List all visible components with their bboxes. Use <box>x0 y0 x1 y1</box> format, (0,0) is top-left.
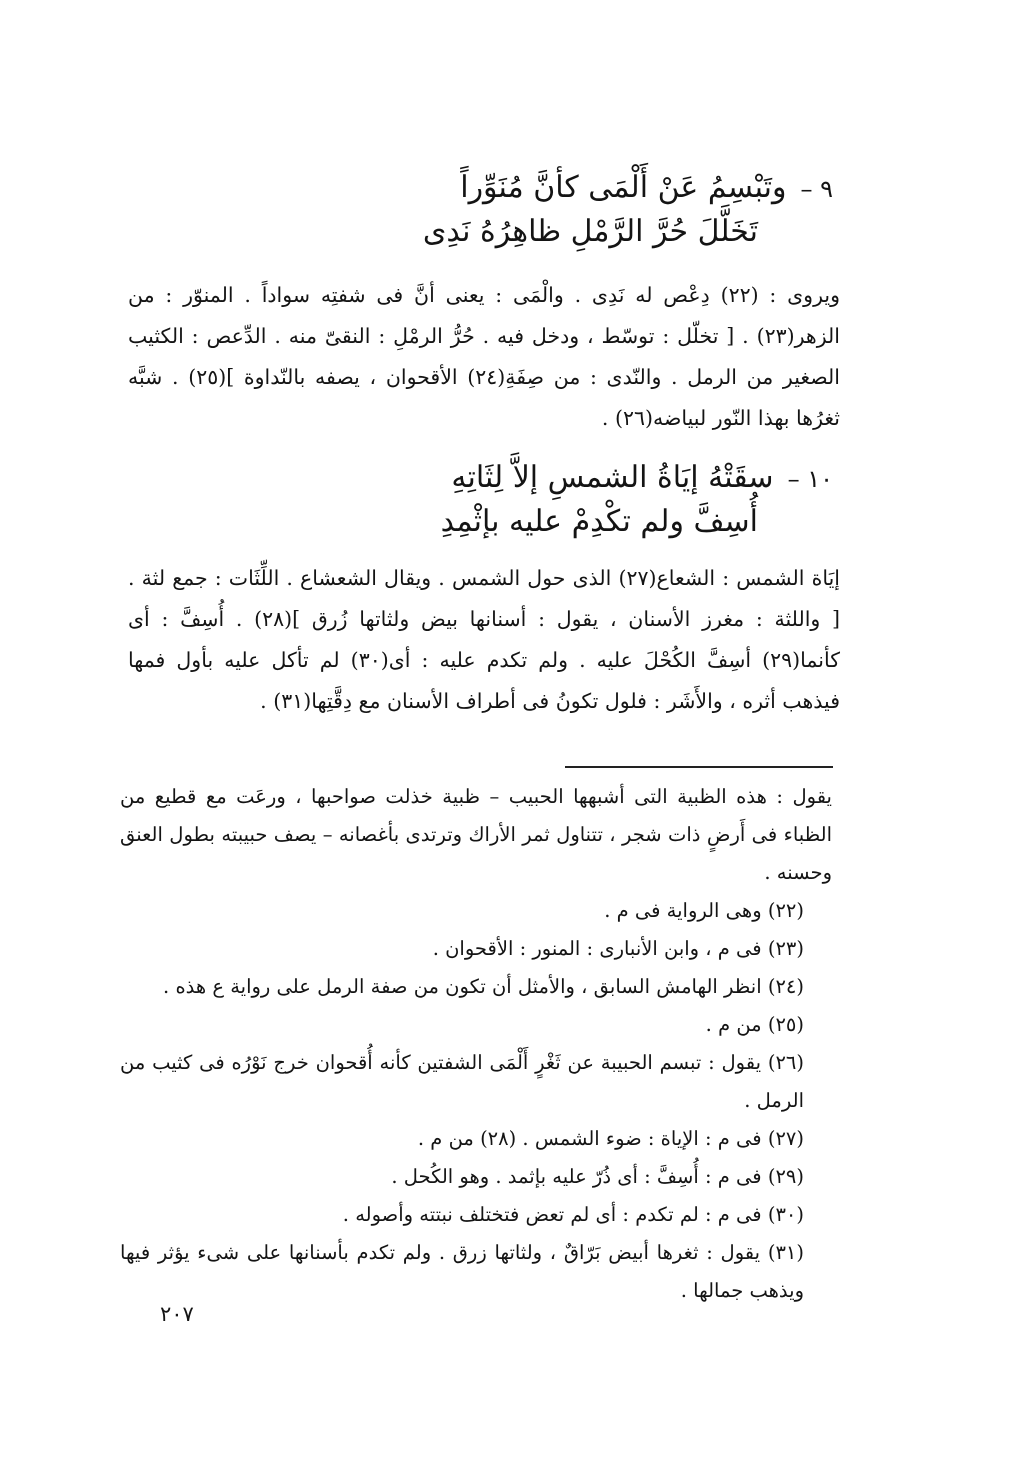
verse-10-line-1-text: سقَتْهُ إيَاةُ الشمسِ إلاَّ لِثَاتِهِ <box>451 460 774 495</box>
footnote-22: (٢٢) وهى الرواية فى م . <box>604 899 804 922</box>
footnote-26: (٢٦) يقول : تبسم الحبيبة عن ثَغْرٍ أَلْمَى الشفتين كأنه أُقحوان خرج نَوْرُه فى كثيب من الرمل . <box>120 1051 804 1112</box>
footnote-29: (٢٩) فى م : أُسِفَّ : أى ذُرّ عليه بإثمد . وهو الكُحل . <box>391 1165 804 1188</box>
verse-10-number: ١٠ – <box>787 465 833 493</box>
footnote-30: (٣٠) فى م : لم تكدم : أى لم تعض فتختلف نبتته وأصوله . <box>342 1203 804 1226</box>
footnote-23: (٢٣) فى م ، وابن الأنبارى : المنور : الأقحوان . <box>432 937 804 960</box>
footnote-31: (٣١) يقول : ثغرها أبيض بَرّاقٌ ، ولثاتها زرق . ولم تكدم بأسنانها على شىء يؤثر فيها ويذهب جمالها . <box>120 1241 804 1302</box>
verse-9-hemistich-2: تَخَلَّلَ حُرَّ الرَّمْلِ ظاهِرُهُ نَدِى <box>422 214 758 249</box>
footnote-continuation: يقول : هذه الظبية التى أشبهها الحبيب – ظبية خذلت صواحبها ، ورعَت مع قطيع من الظباء فى أَرضٍ ذات شجر ، تتناول ثمر الأراك وترتدى بأغصانه – يصف حبيبته بطول العنق وحسنه . <box>120 785 832 884</box>
commentary-verse-9 <box>128 275 840 439</box>
commentary-10-text: إيَاة الشمس : الشعاع(٢٧) الذى حول الشمس . ويقال الشعشاع . اللِّثَات : جمع لثة . [ واللثة : مغرز الأسنان ، يقول : أسنانها بيض ولثاتها زُرق ](٢٨) . أُسِفَّ : أى كأنما(٢٩) أسِفَّ الكُحْلَ عليه . ولم تكدم عليه : أى(٣٠) لم تأكل عليه بأول فمها فيذهب أثره ، والأَشَر : فلول تكونُ فى أطراف الأسنان مع دِقَّتِها(٣١) . <box>128 566 840 713</box>
verse-10-hemistich-1 <box>451 460 833 496</box>
footnotes <box>120 778 832 1310</box>
commentary-verse-10 <box>128 558 840 722</box>
footnote-25: (٢٥) من م . <box>705 1013 804 1036</box>
verse-9-line-1-text: وتَبْسِمُ عَنْ أَلْمَى كأنَّ مُنَوِّراً <box>460 170 787 205</box>
footnote-27-28: (٢٧) فى م : الإياة : ضوء الشمس . (٢٨) من م . <box>417 1127 804 1150</box>
footnote-separator <box>565 766 833 768</box>
verse-10-hemistich-2: أُسِفَّ ولم تكْدِمْ عليه بإثْمِدِ <box>440 504 758 539</box>
commentary-9-text: ويروى : (٢٢) دِعْص له نَدِى . والْمَى : يعنى أنَّ فى شفتِه سواداً . المنوّر : من الزهر(٢٣) . [ تخلّل : توسّط ، ودخل فيه . حُرُّ الرمْلِ : النقىّ منه . الدِّعص : الكثيب الصغير من الرمل . والنّدى : من صِفَةِ(٢٤) الأقحوان ، يصفه بالنّداوة ](٢٥) . شبَّه ثغرُها بهذا النّور لبياضه(٢٦) . <box>128 283 840 430</box>
page-number: ٢٠٧ <box>160 1302 194 1326</box>
verse-9-number: ٩ – <box>800 175 833 203</box>
footnote-24: (٢٤) انظر الهامش السابق ، والأمثل أن تكون من صفة الرمل على رواية ع هذه . <box>163 975 804 998</box>
verse-9-hemistich-1 <box>460 170 833 206</box>
